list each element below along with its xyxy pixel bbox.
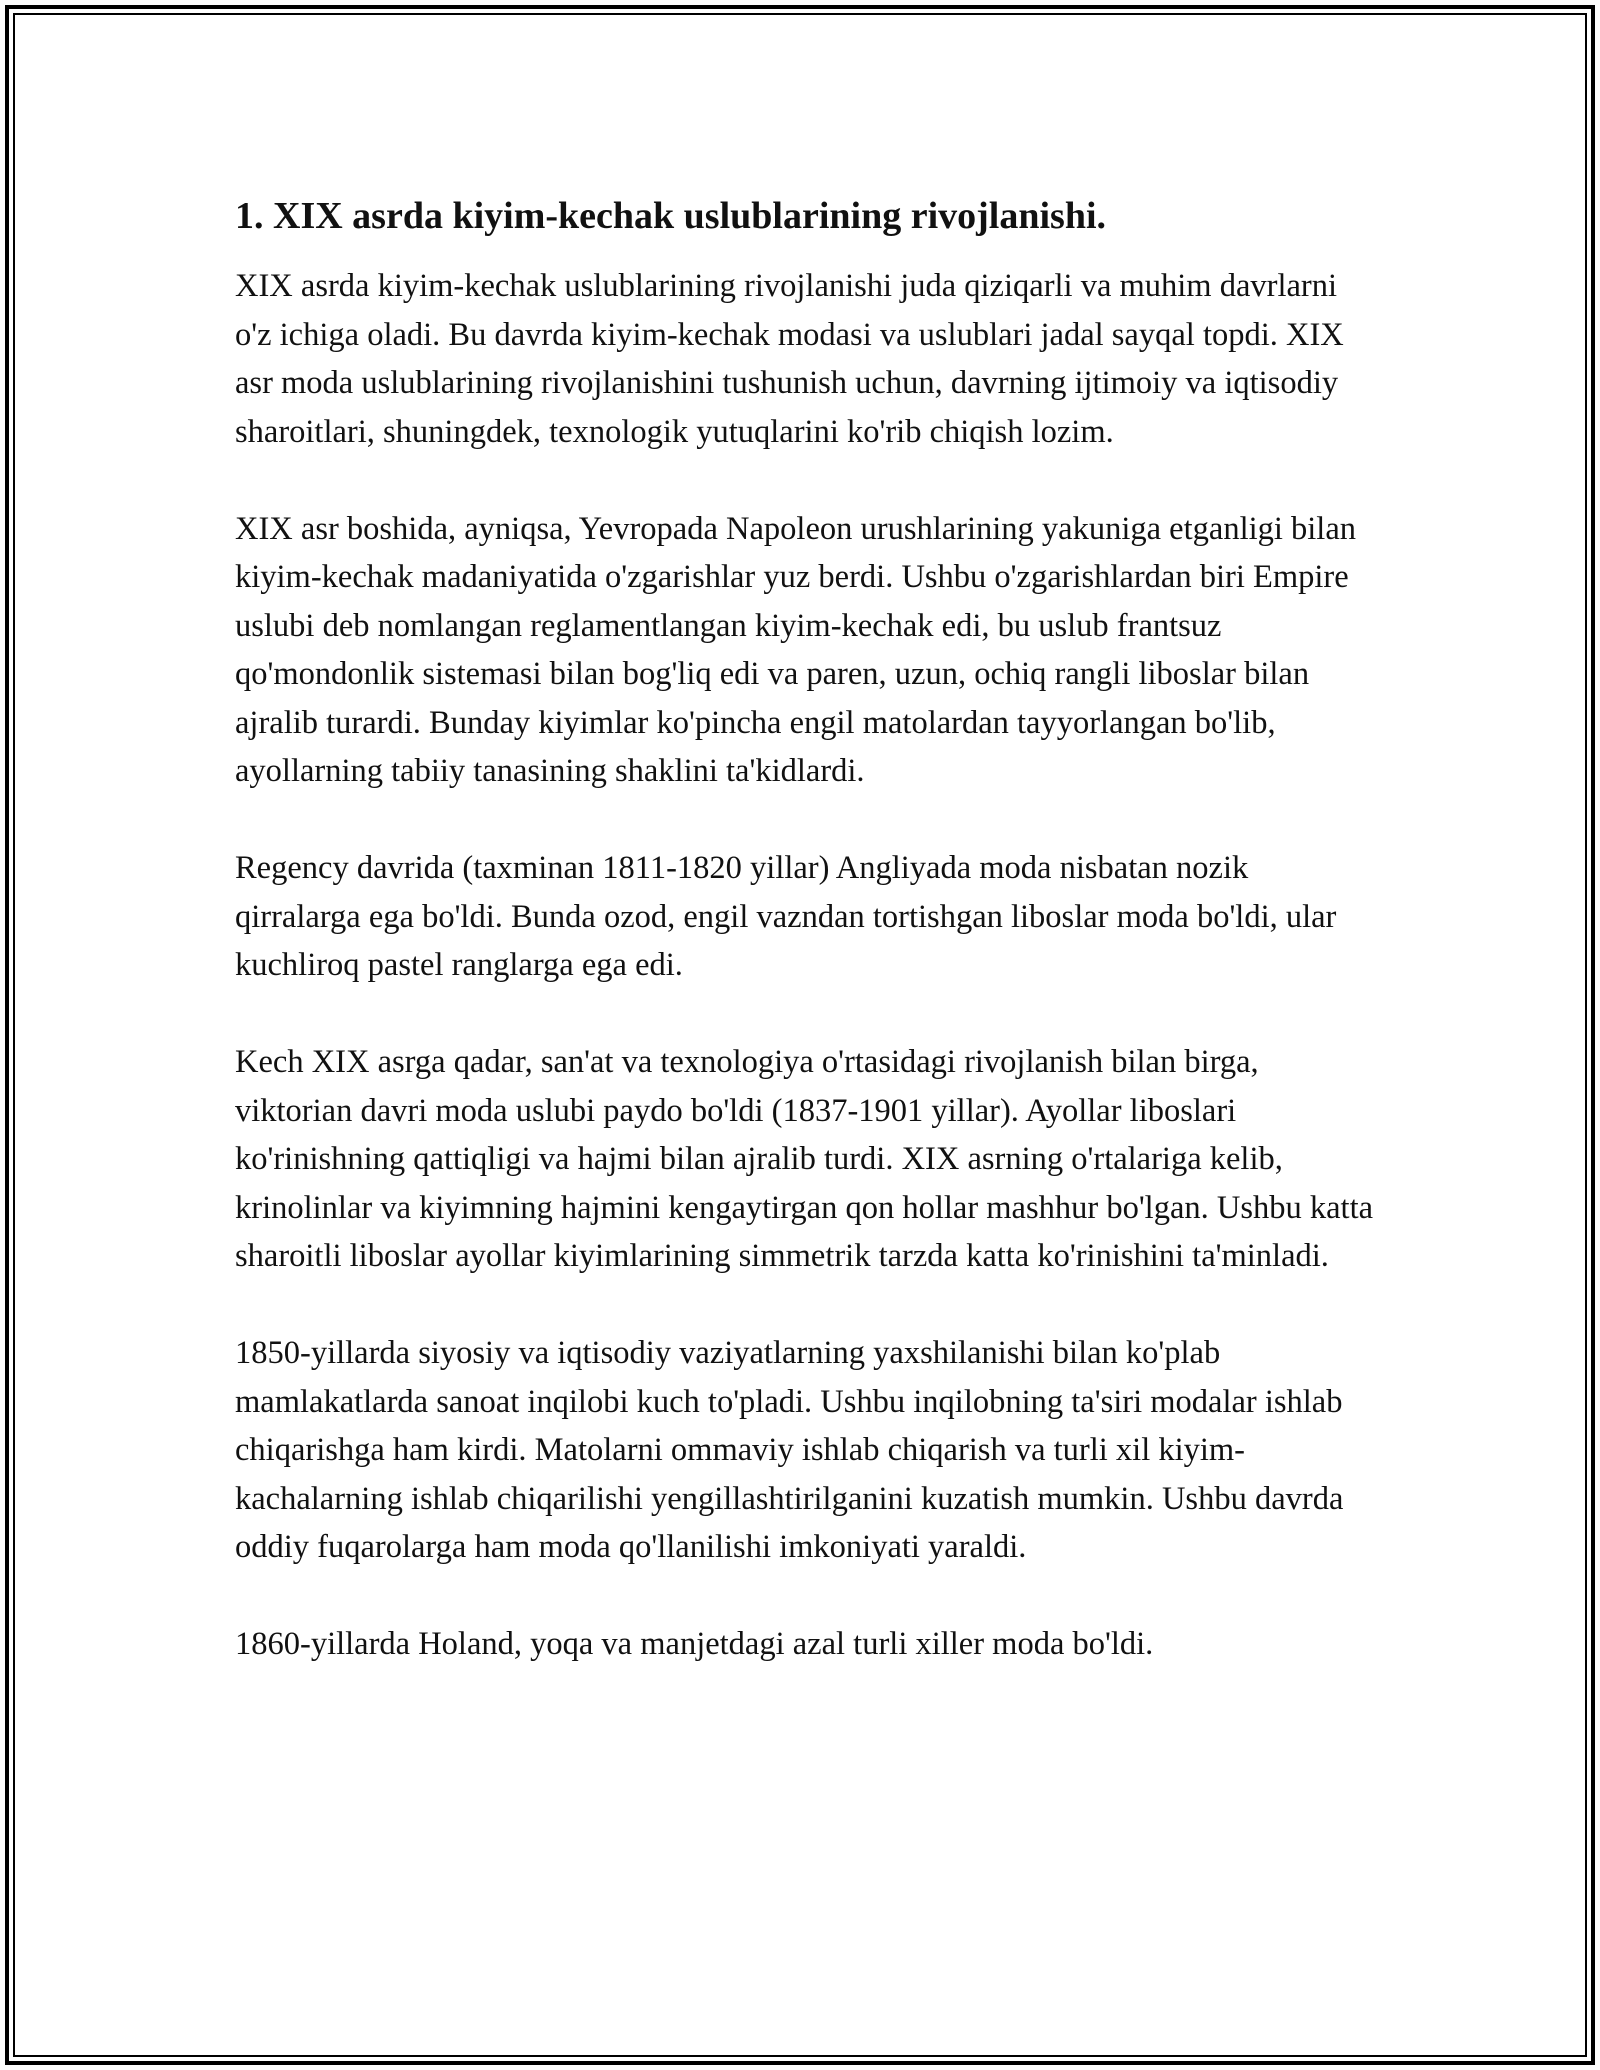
- section-heading: 1. XIX asrda kiyim-kechak uslublarining rivojlanishi.: [235, 195, 1107, 237]
- paragraph-victorian: Kech XIX asrga qadar, san'at va texnologiya o'rtasidagi rivojlanish bilan birga, viktorian davri moda uslubi paydo bo'ldi (1837-1901 yillar). Ayollar liboslari ko'rinishning qattiqligi va hajmi bilan ajralib turdi. XIX asrning o'rtalariga kelib, krinolinlar va kiyimning hajmini kengaytirgan qon hollar mashhur bo'lgan. Ushbu katta sharoitli liboslar ayollar kiyimlarining simmetrik tarzda katta ko'rinishini ta'minladi.: [235, 1044, 1374, 1274]
- paragraph-1860s: 1860-yillarda Holand, yoqa va manjetdagi azal turli xiller moda bo'ldi.: [235, 1626, 1154, 1662]
- paragraph-industrial-revolution: 1850-yillarda siyosiy va iqtisodiy vaziyatlarning yaxshilanishi bilan ko'plab mamlakatlarda sanoat inqilobi kuch to'pladi. Ushbu inqilobning ta'siri modalar ishlab chiqarishga ham kirdi. Matolarni ommaviy ishlab chiqarish va turli xil kiyim-kachalarning ishlab chiqarilishi yengillashtirilganini kuzatish mumkin. Ushbu davrda oddiy fuqarolarga ham moda qo'llanilishi imkoniyati yaraldi.: [235, 1335, 1344, 1565]
- paragraph-regency: Regency davrida (taxminan 1811-1820 yillar) Angliyada moda nisbatan nozik qirralarga ega bo'ldi. Bunda ozod, engil vazndan tortishgan liboslar moda bo'ldi, ular kuchliroq pastel ranglarga ega edi.: [235, 850, 1337, 983]
- paragraph-intro: XIX asrda kiyim-kechak uslublarining rivojlanishi juda qiziqarli va muhim davrlarni o'z ichiga oladi. Bu davrda kiyim-kechak modasi va uslublari jadal sayqal topdi. XIX asr moda uslublarining rivojlanishini tushunish uchun, davrning ijtimoiy va iqtisodiy sharoitlari, shuningdek, texnologik yutuqlarini ko'rib chiqish lozim.: [235, 268, 1344, 450]
- document-body: [235, 190, 1375, 1717]
- paragraph-empire-style: XIX asr boshida, ayniqsa, Yevropada Napoleon urushlarining yakuniga etganligi bilan kiyim-kechak madaniyatida o'zgarishlar yuz berdi. Ushbu o'zgarishlardan biri Empire uslubi deb nomlangan reglamentlangan kiyim-kechak edi, bu uslub frantsuz qo'mondonlik sistemasi bilan bog'liq edi va paren, uzun, ochiq rangli liboslar bilan ajralib turardi. Bunday kiyimlar ko'pincha engil matolardan tayyorlangan bo'lib, ayollarning tabiiy tanasining shaklini ta'kidlardi.: [235, 510, 1357, 789]
